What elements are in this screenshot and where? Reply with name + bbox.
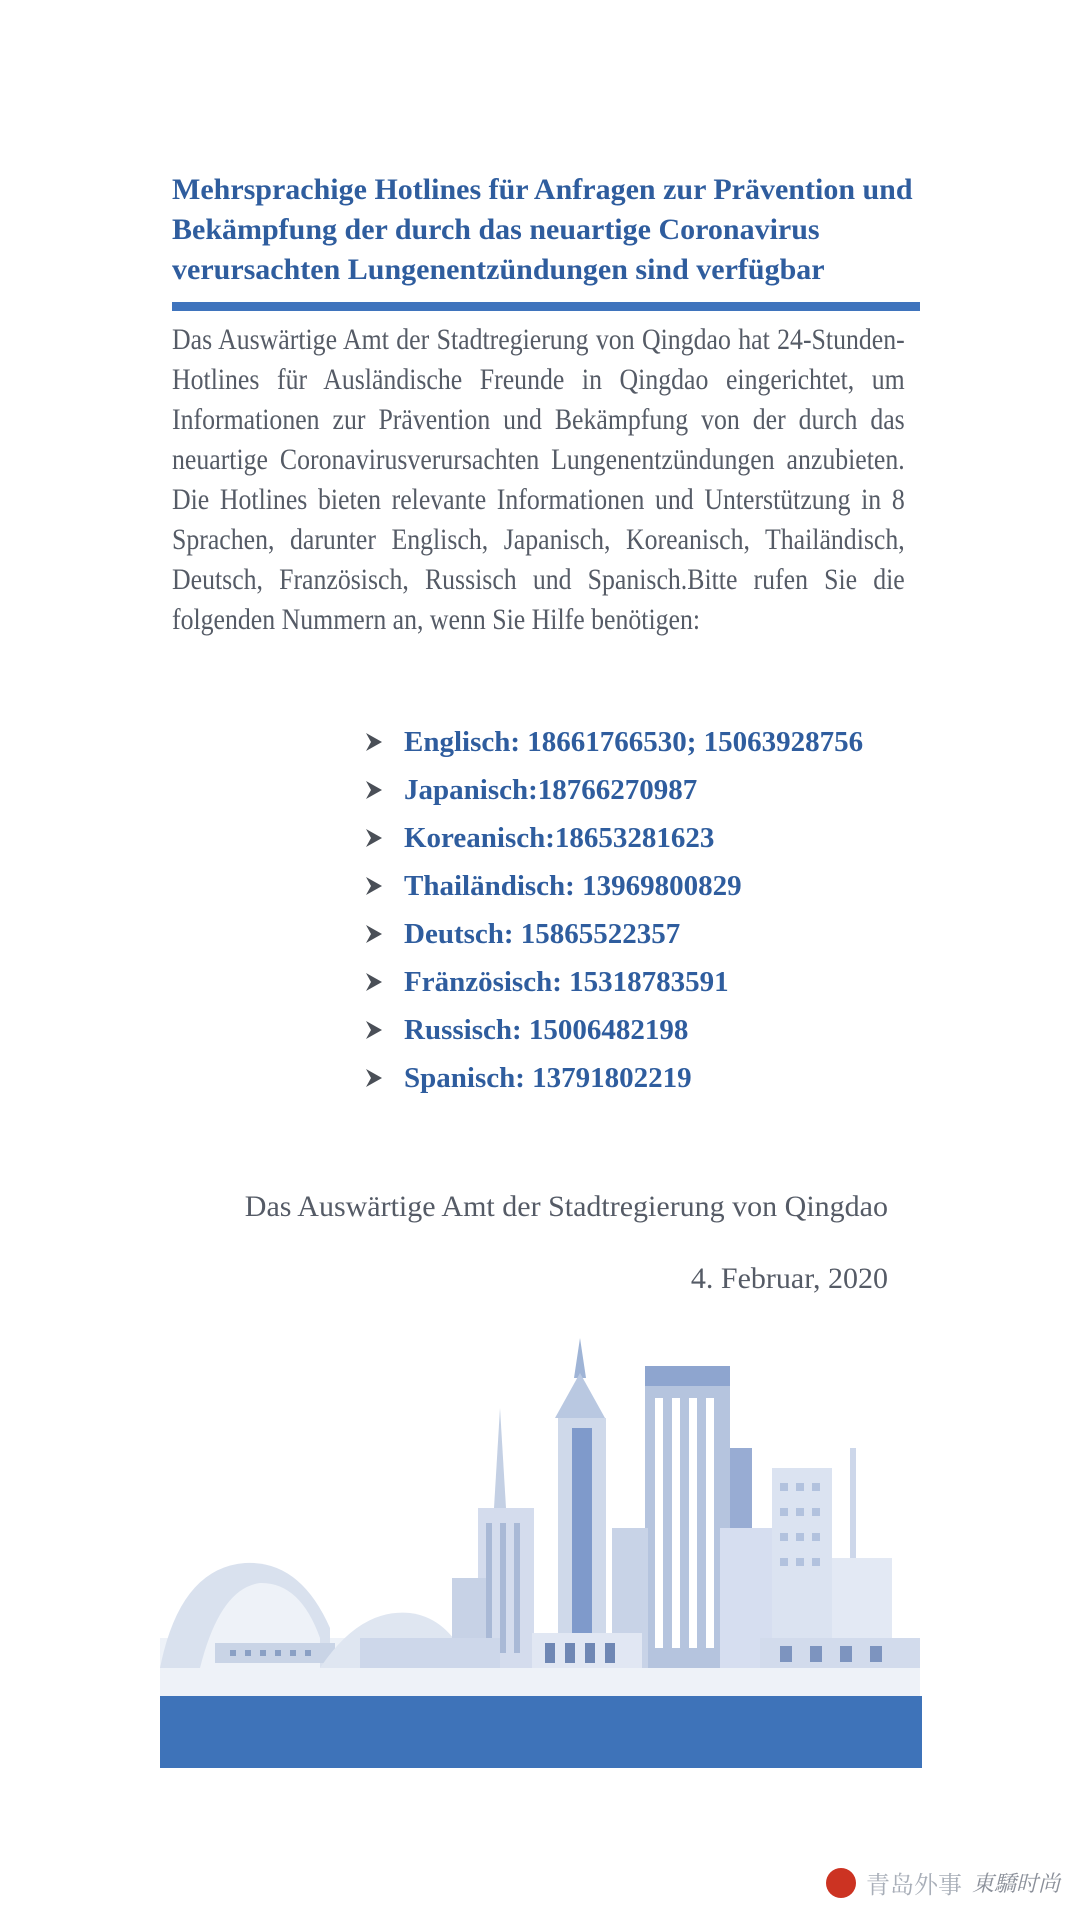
hotline-text: Fränzösisch: 15318783591	[404, 965, 729, 998]
arrow-bullet-icon	[364, 923, 384, 945]
hotline-item-deutsch	[364, 910, 863, 958]
hotline-item-japanisch	[364, 766, 863, 814]
hotline-text: Russisch: 15006482198	[404, 1013, 689, 1046]
arrow-bullet-icon	[364, 1019, 384, 1041]
hotline-item-koreanisch	[364, 814, 863, 862]
intro-paragraph: Das Auswärtige Amt der Stadtregierung von Qingdao hat 24-Stunden-Hotlines für Ausländische Freunde in Qingdao eingerichtet, um Informationen zur Prävention und Bekämpfung von der durch das neuartige Coronavirusverursachten Lungenentzündungen anzubieten. Die Hotlines bieten relevante Informationen und Unterstützung in 8 Sprachen, darunter Englisch, Japanisch, Koreanisch, Thailändisch, Deutsch, Französisch, Russisch und Spanisch.Bitte rufen Sie die folgenden Nummern an, wenn Sie Hilfe benötigen:	[172, 323, 905, 636]
watermark-badge: 東驕时尚	[971, 1872, 1060, 1897]
hotline-item-spanisch	[364, 1054, 863, 1102]
arrow-bullet-icon	[364, 779, 384, 801]
title-divider	[172, 302, 920, 311]
hotline-text: Englisch: 18661766530; 15063928756	[404, 725, 864, 758]
hotline-text: Spanisch: 13791802219	[404, 1061, 692, 1094]
arrow-bullet-icon	[364, 731, 384, 753]
arrow-bullet-icon	[364, 1067, 384, 1089]
hotline-item-russisch	[364, 1006, 863, 1054]
hotline-item-franzoesisch	[364, 958, 863, 1006]
signature: Das Auswärtige Amt der Stadtregierung von Qingdao	[244, 1190, 888, 1223]
watermark-account: 青岛外事	[865, 1871, 962, 1899]
hotline-item-englisch	[364, 718, 863, 766]
wechat-logo-icon	[826, 1868, 856, 1898]
page-title: Mehrsprachige Hotlines für Anfragen zur Prävention und Bekämpfung der durch das neuartige Coronavirus verursachten Lungenentzündungen sind verfügbar	[172, 173, 913, 286]
hotline-text: Deutsch: 15865522357	[404, 917, 681, 950]
hotline-list	[364, 718, 863, 1102]
arrow-bullet-icon	[364, 827, 384, 849]
watermark	[826, 1865, 1060, 1900]
hotline-text: Thailändisch: 13969800829	[404, 869, 742, 902]
hotline-item-thailaendisch	[364, 862, 863, 910]
date: 4. Februar, 2020	[690, 1262, 888, 1295]
footer-bar	[160, 1696, 922, 1768]
arrow-bullet-icon	[364, 971, 384, 993]
hotline-text: Japanisch:18766270987	[404, 773, 698, 806]
hotline-text: Koreanisch:18653281623	[404, 821, 715, 854]
city-skyline-illustration	[160, 1338, 920, 1704]
arrow-bullet-icon	[364, 875, 384, 897]
